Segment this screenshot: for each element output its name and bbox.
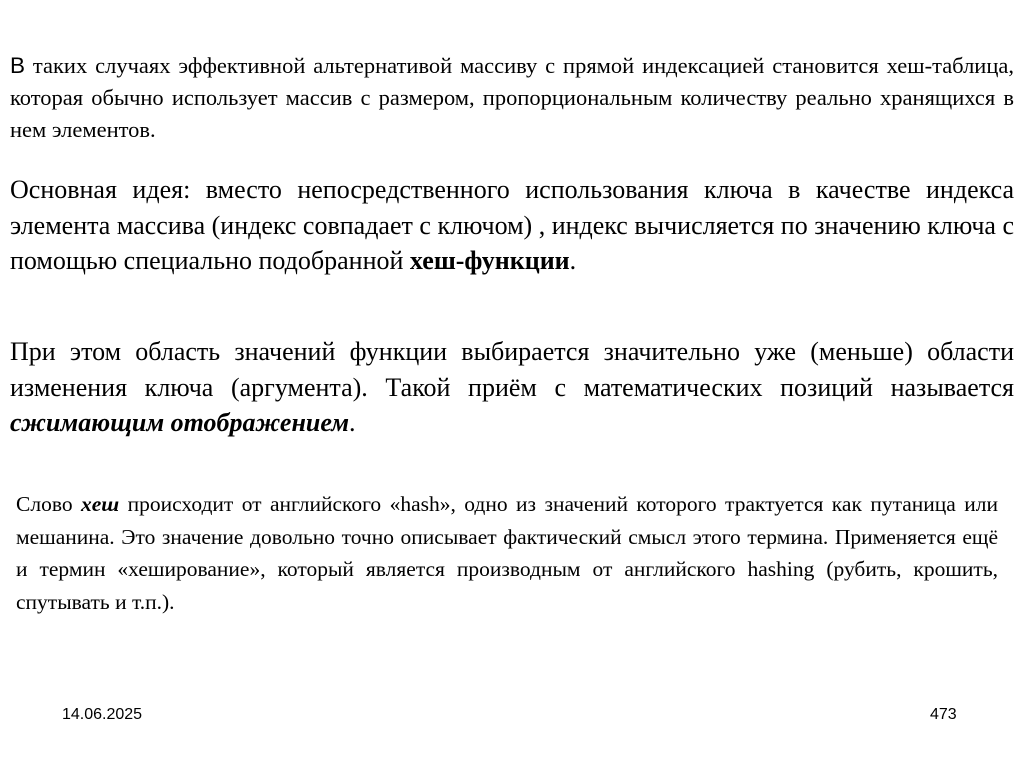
etymology-start: Слово [16,492,81,516]
main-idea-text: Основная идея: вместо непосредственного использования ключа в качестве индекса элемента массива (индекс совпадает с ключом) , индекс вычисляется по значению ключа с помощью специально подобранной [10,175,1014,275]
intro-text: таких случаях эффективной альтернативой массиву с прямой индексацией становится хеш-таблица, которая обычно использует массив с размером, пропорциональным количеству реально хранящихся в нем элементов. [10,53,1014,142]
compression-paragraph [10,334,1014,441]
intro-lead-word: В [10,53,26,78]
etymology-text: происходит от английского «hash», одно из значений которого трактуется как путаница или мешанина. Это значение довольно точно описывает фактический смысл этого термина. Применяется ещё и термин «хеширование», который является производным от английского hashing (рубить, крошить, спутывать и т.п.). [16,492,998,614]
compression-end: . [349,408,356,437]
hash-word-term: хеш [81,492,120,516]
compressive-mapping-term: сжимающим отображением [10,408,350,437]
footer-date: 14.06.2025 [62,706,143,723]
compression-text: При этом область значений функции выбирается значительно уже (меньше) области изменения ключа (аргумента). Такой приём с математических позиций называется [10,337,1014,402]
intro-paragraph [10,50,1014,146]
hash-function-term: хеш-функции [409,246,570,275]
main-idea-paragraph [10,172,1014,279]
page-number: 473 [930,706,957,723]
main-idea-end: . [569,246,577,275]
hash-etymology-paragraph [16,488,998,618]
